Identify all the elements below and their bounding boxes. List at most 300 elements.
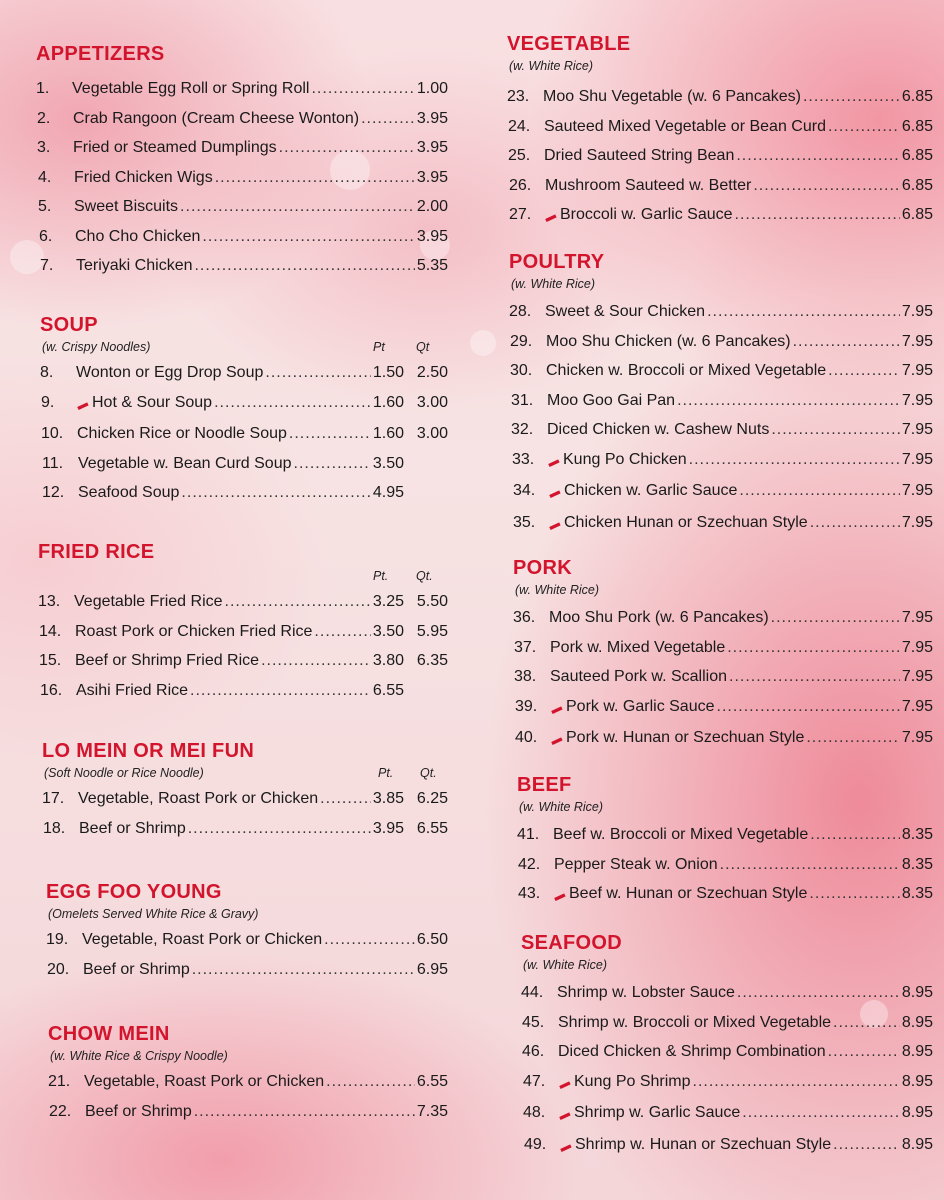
menu-item-list [509,297,933,539]
item-price: 3.95 [416,139,448,156]
dot-leader [311,74,414,104]
item-number: 14. [39,622,62,640]
dot-leader [739,476,899,506]
item-price: 7.95 [901,391,933,409]
item-name: Pork w. Garlic Sauce [566,697,715,715]
item-price: 2.00 [416,198,448,215]
section-lo-mein [42,739,448,837]
section-soup [40,313,448,501]
section-subtitle: (w. Crispy Noodles) [42,340,151,354]
item-name: Mushroom Sauteed w. Better [545,176,752,194]
item-price: 6.95 [416,960,448,978]
menu-item [36,222,448,252]
item-name: Pepper Steak w. Onion [554,855,718,873]
item-name: Kung Po Shrimp [574,1072,691,1090]
section-title: APPETIZERS [36,43,165,65]
item-name: Moo Shu Chicken (w. 6 Pancakes) [546,332,791,350]
section-pork [513,556,933,748]
item-name: Sauteed Pork w. Scallion [550,668,727,685]
item-number: 43. [518,885,541,902]
item-price: 7.95 [901,421,933,438]
item-price: 7.95 [901,362,933,379]
item-number: 13. [38,593,61,610]
menu-item [36,163,448,193]
item-name: Shrimp w. Broccoli or Mixed Vegetable [558,1013,832,1031]
item-price: 7.95 [901,668,933,685]
menu-item [46,955,448,985]
item-number: 41. [517,826,540,843]
item-name: Shrimp w. Lobster Sauce [557,984,735,1001]
section-subtitle: (Soft Noodle or Rice Noodle) [44,766,204,780]
item-number: 3. [37,139,51,156]
item-price: 8.95 [901,984,933,1001]
dot-leader [793,327,900,357]
menu-item-list [42,784,448,843]
section-title: CHOW MEIN [48,1023,170,1045]
item-number: 1. [36,80,50,97]
item-number: 15. [39,652,62,669]
section-title: LO MEIN OR MEI FUN [42,740,255,762]
item-name: Sweet & Sour Chicken [545,303,706,320]
dot-leader [806,723,900,753]
section-title: SOUP [40,314,98,336]
menu-item [507,82,933,112]
item-name: Shrimp w. Hunan or Szechuan Style [575,1135,832,1153]
dot-leader [803,82,900,112]
section-title: BEEF [517,774,572,796]
dot-leader [833,1008,900,1038]
dot-leader [753,171,900,201]
item-price-quart: 6.55 [416,819,448,837]
section-chow-mein [48,1022,448,1120]
item-price-quart: 6.35 [416,652,448,669]
menu-item [40,388,448,420]
item-price: 3.95 [372,819,404,837]
item-name: Asihi Fried Rice [76,681,189,699]
item-number: 33. [512,450,535,468]
item-number: 17. [42,790,65,807]
dot-leader [828,1037,900,1067]
item-name: Chicken Rice or Noodle Soup [77,425,287,442]
dot-leader [742,1098,900,1128]
item-name: Chicken Hunan or Szechuan Style [564,513,808,531]
item-number: 44. [521,984,544,1001]
item-price: 7.95 [901,450,933,468]
item-name: Vegetable Fried Rice [74,593,223,610]
section-title: PORK [513,557,572,579]
section-title: SEAFOOD [521,932,622,954]
section-fried-rice [38,540,448,699]
menu-item [509,476,933,508]
menu-item [42,784,448,814]
item-name: Beef or Shrimp [83,960,190,978]
menu-item [507,112,933,142]
item-price: 3.85 [372,790,404,807]
item-number: 35. [513,513,536,531]
menu-item [507,141,933,171]
section-vegetable [507,32,933,225]
dot-leader [326,1067,415,1097]
menu-item [513,662,933,692]
chili-pepper-icon: ▬ [556,1075,572,1092]
column-header: Pt. [373,569,389,583]
dot-leader [729,662,900,692]
dot-leader [289,419,371,449]
item-price: 7.95 [901,729,933,746]
dot-leader [693,1067,900,1097]
menu-item-list [46,925,448,984]
menu-item [48,1067,448,1097]
menu-item [507,200,933,232]
dot-leader [194,1097,415,1127]
item-number: 49. [524,1135,547,1153]
item-number: 19. [46,931,69,948]
item-price: 4.95 [372,484,404,501]
item-price: 6.85 [901,117,933,135]
item-number: 26. [509,176,532,194]
item-number: 47. [523,1072,546,1090]
item-number: 6. [39,227,53,245]
item-number: 16. [40,681,63,699]
item-price-quart: 3.00 [416,425,448,442]
item-price: 6.85 [901,88,933,105]
item-price: 8.95 [901,1104,933,1121]
dot-leader [809,879,899,909]
menu-item [513,633,933,663]
dot-leader [689,445,900,475]
menu-item [521,1037,933,1067]
section-subtitle: (Omelets Served White Rice & Gravy) [48,907,259,921]
dot-leader [707,297,900,327]
item-price: 6.50 [416,931,448,948]
column-header: Qt. [416,569,433,583]
item-name: Diced Chicken & Shrimp Combination [558,1043,826,1060]
menu-item [521,1067,933,1099]
item-number: 34. [513,482,536,499]
menu-item [36,251,448,281]
dot-leader [771,603,900,633]
item-name: Pork w. Mixed Vegetable [550,638,726,656]
item-name: Cho Cho Chicken [75,227,201,245]
item-price: 8.35 [901,885,933,902]
item-number: 28. [509,303,532,320]
menu-item [38,587,448,617]
column-header: Qt. [420,766,437,780]
menu-item [509,356,933,386]
menu-item [48,1097,448,1127]
dot-leader [361,104,415,134]
menu-item [517,820,933,850]
item-price: 3.50 [372,454,404,472]
item-price: 8.95 [901,1043,933,1060]
chili-pepper-icon: ▬ [551,888,567,904]
menu-item [513,692,933,724]
item-price: 3.95 [416,168,448,186]
chili-pepper-icon: ▬ [548,700,564,717]
item-price: 6.85 [901,206,933,223]
dot-leader [215,163,415,193]
dot-leader [720,850,900,880]
menu-item-list [38,587,448,705]
menu-item [509,327,933,357]
dot-leader [828,112,900,142]
menu-item [36,133,448,163]
item-price: 7.95 [901,513,933,531]
item-price: 8.95 [901,1072,933,1090]
dot-leader [828,356,900,386]
item-price-quart: 5.95 [416,622,448,640]
item-number: 11. [42,454,64,472]
menu-item [42,814,448,844]
menu-item [36,74,448,104]
item-name: Vegetable, Roast Pork or Chicken [82,931,323,948]
menu-item [40,358,448,388]
dot-leader [279,133,415,163]
item-name: Beef or Shrimp [85,1102,192,1120]
item-name: Sauteed Mixed Vegetable or Bean Curd [544,117,826,135]
item-number: 32. [511,421,534,438]
item-number: 5. [38,198,52,215]
item-price: 8.35 [901,855,933,873]
item-number: 20. [47,960,70,978]
item-number: 48. [523,1104,546,1121]
menu-item [509,415,933,445]
item-name: Vegetable, Roast Pork or Chicken [78,790,319,807]
item-price: 1.50 [372,364,404,381]
menu-item [38,617,448,647]
item-name: Crab Rangoon (Cream Cheese Wonton) [73,109,360,127]
dot-leader [181,478,370,508]
menu-item [40,419,448,449]
dot-leader [261,646,371,676]
section-subtitle: (w. White Rice) [523,958,608,972]
menu-item-list [517,820,933,911]
item-number: 37. [514,638,537,656]
item-name: Vegetable Egg Roll or Spring Roll [72,80,310,97]
dot-leader [736,141,900,171]
item-price: 7.95 [901,638,933,656]
item-name: Vegetable w. Bean Curd Soup [78,454,292,472]
menu-item-list [507,82,933,232]
item-number: 10. [41,425,64,442]
item-price-quart: 6.25 [416,790,448,807]
item-price: 8.35 [901,826,933,843]
dot-leader [190,676,371,706]
item-price-quart: 3.00 [416,393,448,411]
item-name: Shrimp w. Garlic Sauce [574,1104,741,1121]
chili-pepper-icon: ▬ [545,453,561,470]
item-name: Diced Chicken w. Cashew Nuts [547,421,770,438]
menu-item-list [36,74,448,281]
section-title: VEGETABLE [507,33,631,55]
item-number: 2. [37,109,51,127]
menu-item [40,449,448,479]
dot-leader [314,617,370,647]
menu-item [513,603,933,633]
item-name: Moo Shu Pork (w. 6 Pancakes) [549,609,769,626]
item-price: 7.95 [901,609,933,626]
item-name: Kung Po Chicken [563,450,687,468]
menu-item [517,879,933,911]
menu-item [36,104,448,134]
menu-item [517,850,933,880]
item-price: 7.95 [901,697,933,715]
item-number: 25. [508,147,531,164]
chili-pepper-icon: ▬ [557,1138,573,1155]
decorative-blossom [470,330,496,356]
item-number: 29. [510,332,533,350]
section-subtitle: (w. White Rice) [511,277,596,291]
section-seafood [521,931,933,1155]
section-appetizers [36,42,448,274]
item-number: 21. [48,1073,71,1090]
item-price: 8.95 [901,1135,933,1153]
menu-item [36,192,448,222]
item-name: Roast Pork or Chicken Fried Rice [75,622,313,640]
dot-leader [194,251,414,281]
dot-leader [324,925,415,955]
item-number: 12. [42,484,65,501]
item-price: 3.50 [372,622,404,640]
item-number: 31. [511,391,534,409]
item-name: Vegetable, Roast Pork or Chicken [84,1073,325,1090]
item-price: 1.60 [372,425,404,442]
item-price: 6.85 [901,176,933,194]
item-number: 36. [513,609,536,626]
chili-pepper-icon: ▬ [542,209,558,225]
item-name: Chicken w. Garlic Sauce [564,482,738,499]
item-price: 1.60 [372,393,404,411]
dot-leader [192,955,415,985]
dot-leader [735,200,900,230]
item-number: 38. [514,668,537,685]
menu-item [509,297,933,327]
item-name: Fried Chicken Wigs [74,168,213,186]
dot-leader [677,386,900,416]
item-number: 9. [41,393,55,411]
menu-item [507,171,933,201]
section-subtitle: (w. White Rice) [519,800,604,814]
menu-item [38,646,448,676]
item-price-quart: 2.50 [416,364,448,381]
menu-item-list [48,1067,448,1126]
section-subtitle: (w. White Rice & Crispy Noodle) [50,1049,228,1063]
dot-leader [810,508,900,538]
item-price: 5.35 [416,257,448,274]
item-name: Beef or Shrimp Fried Rice [75,652,260,669]
item-name: Beef or Shrimp [79,819,186,837]
menu-item [509,445,933,477]
section-subtitle: (w. White Rice) [515,583,600,597]
item-price: 7.95 [901,482,933,499]
menu-item-list [521,978,933,1161]
chili-pepper-icon: ▬ [74,396,90,413]
menu-item [521,1008,933,1038]
item-name: Seafood Soup [78,484,180,501]
dot-leader [737,978,900,1008]
item-price: 7.95 [901,303,933,320]
item-name: Beef w. Broccoli or Mixed Vegetable [553,826,809,843]
section-title: POULTRY [509,251,605,273]
item-number: 24. [508,117,531,135]
section-subtitle: (w. White Rice) [509,59,594,73]
item-name: Moo Shu Vegetable (w. 6 Pancakes) [543,88,801,105]
item-name: Hot & Sour Soup [92,393,213,411]
item-price-quart: 5.50 [416,593,448,610]
item-price: 7.35 [416,1102,448,1120]
item-price: 3.25 [372,593,404,610]
section-egg-foo-young [46,880,448,978]
dot-leader [265,358,370,388]
item-number: 18. [43,819,66,837]
menu-item [521,1130,933,1162]
dot-leader [810,820,900,850]
item-name: Fried or Steamed Dumplings [73,139,277,156]
item-number: 23. [507,88,530,105]
item-number: 7. [40,257,54,274]
dot-leader [833,1130,900,1160]
item-number: 22. [49,1102,72,1120]
item-number: 46. [522,1043,545,1060]
menu-item-list [40,358,448,508]
item-name: Dried Sauteed String Bean [544,147,735,164]
section-title: EGG FOO YOUNG [46,881,222,903]
dot-leader [202,222,414,252]
menu-item [40,478,448,508]
item-price: 8.95 [901,1013,933,1031]
dot-leader [188,814,371,844]
menu-item-list [513,603,933,755]
item-name: Broccoli w. Garlic Sauce [560,206,733,223]
item-name: Moo Goo Gai Pan [547,391,676,409]
item-number: 4. [38,168,52,186]
menu-item [521,978,933,1008]
item-number: 30. [510,362,533,379]
item-price: 7.95 [901,332,933,350]
item-price: 6.55 [416,1073,448,1090]
menu-item [46,925,448,955]
section-title: FRIED RICE [38,541,155,563]
item-number: 39. [515,697,538,715]
item-price: 3.80 [372,652,404,669]
dot-leader [294,449,371,479]
dot-leader [727,633,900,663]
item-name: Beef w. Hunan or Szechuan Style [569,885,808,902]
section-poultry [509,250,933,533]
item-number: 45. [522,1013,545,1031]
dot-leader [320,784,371,814]
chili-pepper-icon: ▬ [546,516,562,533]
dot-leader [180,192,415,222]
menu-item [38,676,448,706]
menu-item [509,386,933,416]
chili-pepper-icon: ▬ [546,485,562,501]
item-name: Chicken w. Broccoli or Mixed Vegetable [546,362,827,379]
section-beef [517,773,933,904]
item-name: Pork w. Hunan or Szechuan Style [566,729,805,746]
dot-leader [771,415,900,445]
menu-item [513,723,933,755]
chili-pepper-icon: ▬ [556,1107,572,1123]
item-number: 27. [509,206,532,223]
menu-item [509,508,933,540]
item-number: 42. [518,855,541,873]
item-price: 6.85 [901,147,933,164]
item-number: 8. [40,364,54,381]
item-name: Teriyaki Chicken [76,257,193,274]
item-number: 40. [515,729,538,746]
column-header: Pt [373,340,385,354]
